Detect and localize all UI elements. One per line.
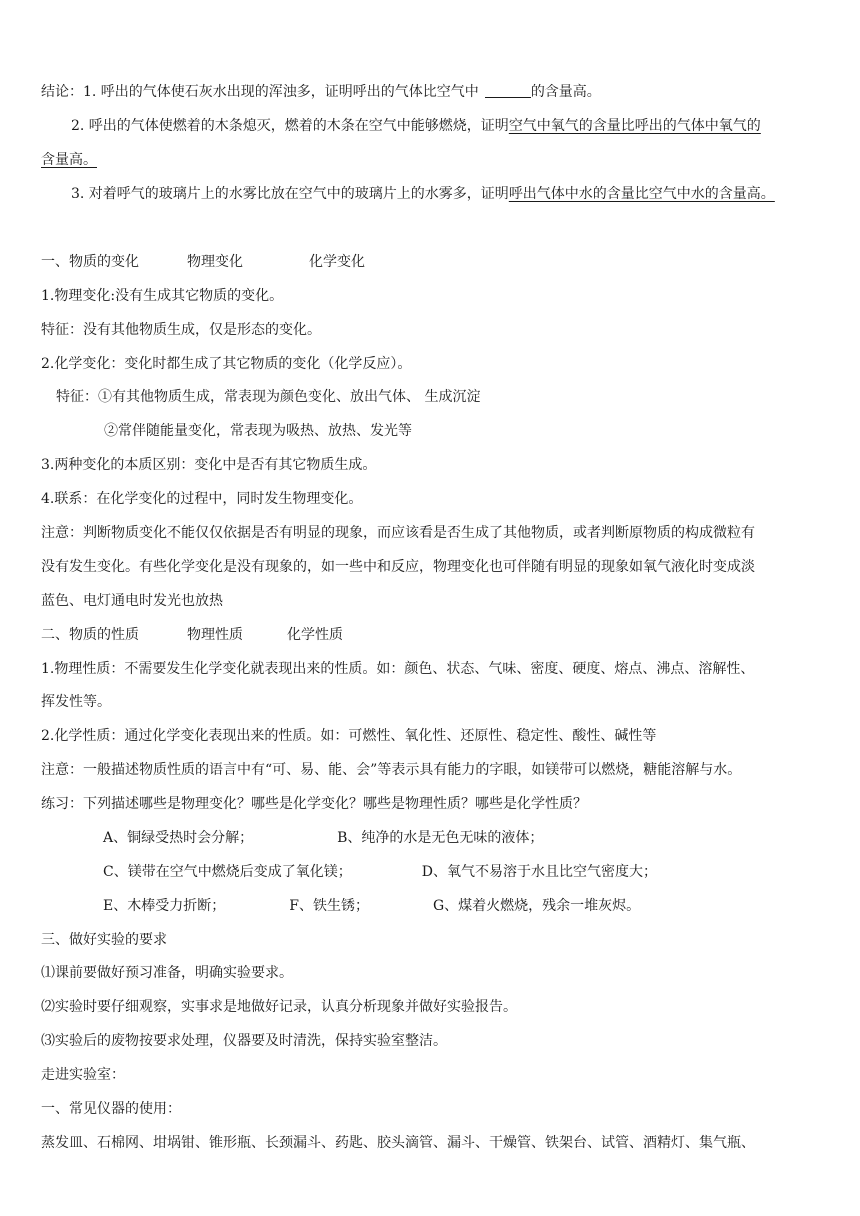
option-e: E、木棒受力折断； (103, 898, 226, 914)
option-c: C、镁带在空气中燃烧后变成了氧化镁； (103, 864, 352, 880)
conclusion-3-underlined: 呼出气体中水的含量比空气中水的含量高。 (508, 186, 775, 202)
exercise-row-2 (103, 862, 657, 882)
section-2-p1b: 挥发性等。 (41, 694, 111, 710)
conclusion-1-text: 结论：1. 呼出的气体使石灰水出现的浑浊多，证明呼出的气体比空气中 (41, 84, 479, 100)
conclusion-line-1 (41, 82, 601, 102)
section-2-title: 二、物质的性质 (41, 627, 139, 643)
section-1-p3: 2.化学变化：变化时都生成了其它物质的变化（化学反应）。 (41, 356, 412, 372)
exercise-row-3 (103, 896, 640, 916)
section-1-p4: 特征：①有其他物质生成，常表现为颜色变化、放出气体、 生成沉淀 (56, 389, 481, 405)
option-d: D、氧气不易溶于水且比空气密度大； (421, 864, 657, 880)
conclusion-1-suffix: 的含量高。 (530, 84, 601, 100)
section-2-p1a: 1.物理性质：不需要发生化学变化就表现出来的性质。如：颜色、状态、气味、密度、硬度、熔点、沸点、溶解性、 (41, 661, 755, 677)
section-1-p5: ②常伴随能量变化，常表现为吸热、放热、发光等 (104, 423, 412, 439)
option-a: A、铜绿受热时会分解； (103, 830, 254, 846)
section-3-heading: 三、做好实验的要求 (41, 932, 167, 948)
option-g: G、煤着火燃烧，残余一堆灰烬。 (432, 898, 641, 914)
section-1-p6: 3.两种变化的本质区别：变化中是否有其它物质生成。 (41, 457, 377, 473)
exercise-row-1 (103, 828, 543, 848)
section-3-p1: ⑴课前要做好预习准备，明确实验要求。 (41, 965, 293, 981)
option-b: B、纯净的水是无色无味的液体； (337, 830, 544, 846)
fill-in-blank (485, 83, 531, 98)
section-2-chemical: 化学性质 (287, 627, 343, 643)
section-2-note: 注意：一般描述物质性质的语言中有“可、易、能、会”等表示具有能力的字眼，如镁带可以燃烧，糖能溶解与水。 (41, 762, 742, 778)
section-3-p2: ⑵实验时要仔细观察，实事求是地做好记录，认真分析现象并做好实验报告。 (41, 999, 517, 1015)
section-1-chemical: 化学变化 (309, 254, 365, 270)
conclusion-3-text: 3. 对着呼气的玻璃片上的水雾比放在空气中的玻璃片上的水雾多，证明 (71, 186, 509, 202)
lab-heading: 一、常见仪器的使用： (41, 1101, 181, 1117)
section-1-p7: 4.联系：在化学变化的过程中，同时发生物理变化。 (41, 491, 363, 507)
section-1-p1: 1.物理变化:没有生成其它物质的变化。 (41, 288, 284, 304)
section-1-heading (41, 252, 365, 272)
section-1-note-1: 注意：判断物质变化不能仅仅依据是否有明显的现象，而应该看是否生成了其他物质，或者判断原物质的构成微粒有 (41, 525, 755, 541)
section-1-title: 一、物质的变化 (41, 254, 139, 270)
section-2-p2: 2.化学性质：通过化学变化表现出来的性质。如：可燃性、氧化性、还原性、稳定性、酸性、碱性等 (41, 728, 657, 744)
section-2-physical: 物理性质 (187, 627, 243, 643)
conclusion-line-3 (71, 184, 775, 204)
option-f: F、铁生锈； (289, 898, 369, 914)
conclusion-line-2-cont (41, 150, 97, 170)
section-2-heading (41, 625, 343, 645)
conclusion-2-underlined-cont: 含量高。 (41, 152, 97, 168)
section-3-p3: ⑶实验后的废物按要求处理，仪器要及时清洗，保持实验室整洁。 (41, 1033, 447, 1049)
conclusion-2-text: 2. 呼出的气体使燃着的木条熄灭，燃着的木条在空气中能够燃烧，证明 (71, 118, 509, 134)
section-1-note-3: 蓝色、电灯通电时发光也放热 (41, 593, 223, 609)
section-1-physical: 物理变化 (187, 254, 243, 270)
lab-title: 走进实验室： (41, 1067, 125, 1083)
conclusion-line-2 (71, 116, 761, 136)
lab-instruments: 蒸发皿、石棉网、坩埚钳、锥形瓶、长颈漏斗、药匙、胶头滴管、漏斗、干燥管、铁架台、试管、酒精灯、集气瓶、 (41, 1135, 755, 1151)
conclusion-2-underlined: 空气中氧气的含量比呼出的气体中氧气的 (508, 118, 761, 134)
section-1-note-2: 没有发生变化。有些化学变化是没有现象的，如一些中和反应，物理变化也可伴随有明显的现象如氧气液化时变成淡 (41, 559, 755, 575)
section-1-p2: 特征：没有其他物质生成，仅是形态的变化。 (41, 322, 321, 338)
section-2-exercise: 练习：下列描述哪些是物理变化？哪些是化学变化？哪些是物理性质？哪些是化学性质？ (41, 796, 587, 812)
